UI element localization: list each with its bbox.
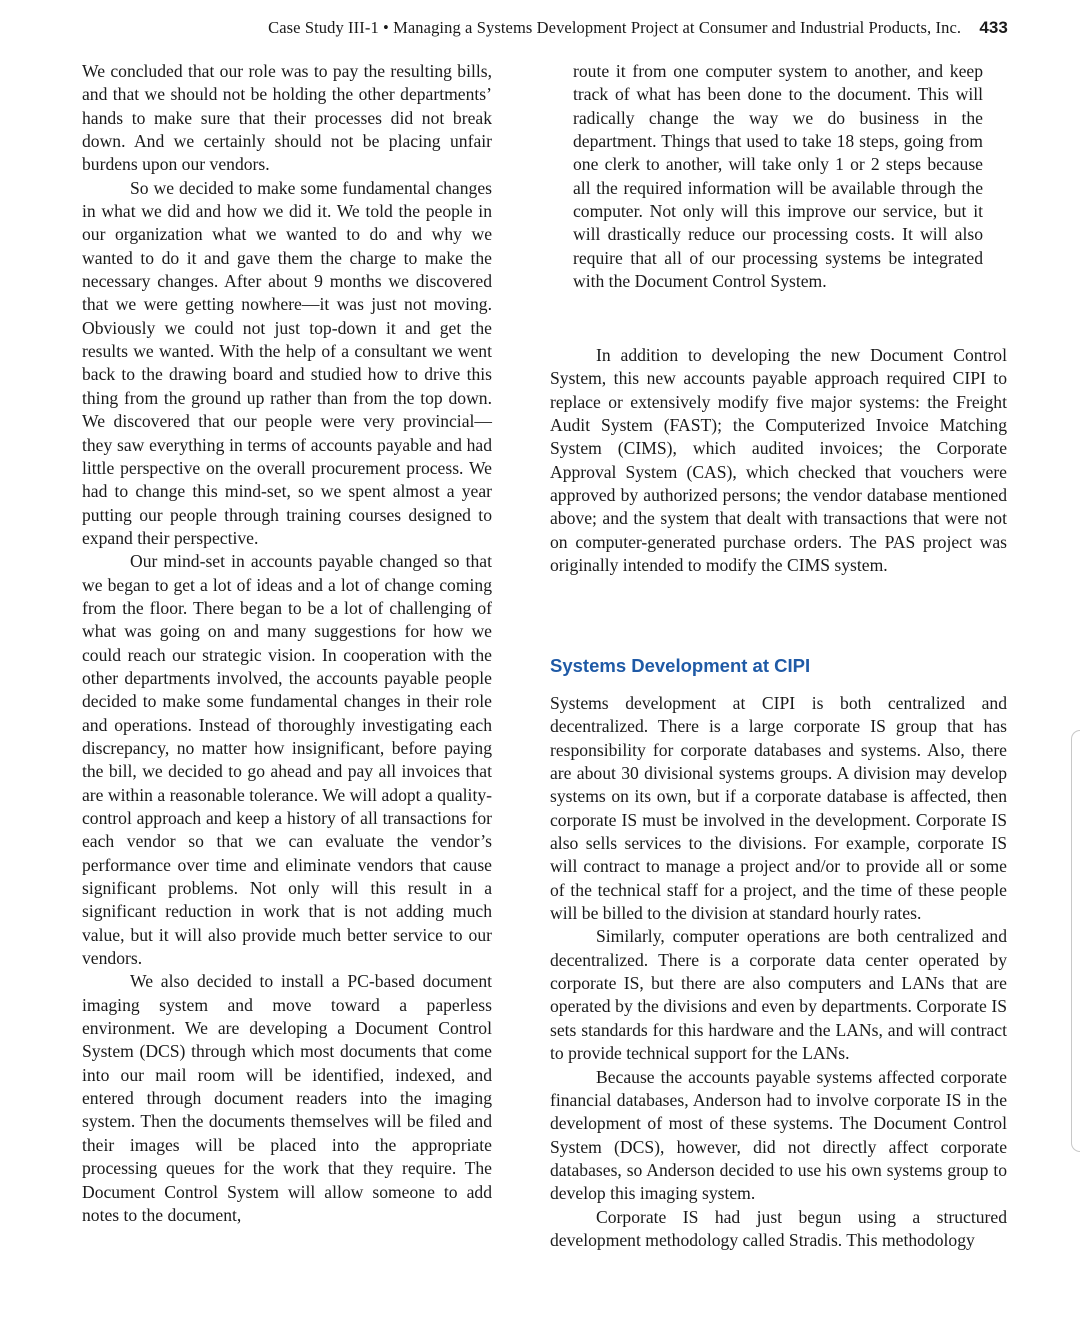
- paragraph: In addition to developing the new Document Control System, this new accounts payable approach required CIPI to replace or extensively modify five major systems: the Freight Audit System (FAST); the Computerized Invoice Matching System (CIMS), which audited invoices; the Corporate Approval System (CAS), which checked that vouchers were approved by authorized persons; the vendor database mentioned above; and the system that dealt with transactions that were not on computer-generated purchase orders. The PAS project was originally intended to modify the CIMS system.: [550, 345, 1007, 576]
- paragraph: Similarly, computer operations are both centralized and decentralized. There is a corporate data center operated by corporate IS, but there are also computers and LANs that are operated by the divisions and even by departments. Corporate IS sets standards for this hardware and the LANs, and will contract to provide technical support for the LANs.: [550, 926, 1007, 1064]
- block-quote-continued: [573, 60, 983, 293]
- paragraph: We also decided to install a PC-based document imaging system and move toward a paperless environment. We are developing a Document Control System (DCS) through which most documents that come into our mail room will be identified, indexed, and entered through document readers into the imaging system. Then the documents themselves will be filed and their images will be placed into the appropriate processing queues for the work that they require. The Document Control System will allow someone to add notes to the document,: [82, 971, 492, 1225]
- paragraph: route it from one computer system to another, and keep track of what has been done to the document. This will radically change the way we do business in the department. Things that used to take 18 steps, going from one clerk to another, will take only 1 or 2 steps because all the required information will be available through the computer. Not only will this improve our service, but it will drastically reduce our processing costs. It will also require that all of our processing systems be integrated with the Document Control System.: [573, 61, 983, 292]
- paragraph: Corporate IS had just begun using a structured development methodology called Stradis. This methodology: [550, 1206, 1007, 1250]
- right-column-body: [550, 344, 1007, 577]
- section-heading: Systems Development at CIPI: [550, 655, 811, 676]
- page-edge-handle: [1071, 730, 1080, 1152]
- paragraph: So we decided to make some fundamental changes in what we did and how we did it. We told the people in our organization what we wanted to do and why we wanted to do it and gave them the charge to make the necessary changes. After about 9 months we discovered that we were getting nowhere—it was just not moving. Obviously we could not just top-down it and get the results we wanted. With the help of a consultant we went back to the drawing board and studied how to drive this thing from the ground up rather than from the top down. We discovered that our people were very provincial—they saw everything in terms of accounts payable and had little perspective on the overall procurement process. We had to change this mind-set, so we spent almost a year putting our people through training courses designed to expand their perspective.: [82, 177, 492, 548]
- paragraph: Because the accounts payable systems affected corporate financial databases, Anderson had to involve corporate IS in the development of most of these systems. The Document Control System (DCS), however, did not directly affect corporate databases, so Anderson decided to use his own systems group to develop this imaging system.: [550, 1066, 1007, 1204]
- running-header: [0, 18, 1008, 38]
- left-column: [82, 60, 492, 1227]
- section-body: [550, 692, 1007, 1252]
- paragraph: Our mind-set in accounts payable changed so that we began to get a lot of ideas and a lot of change coming from the floor. There began to be a lot of challenging of what was going on and many suggestions for how we could reach our strategic vision. In cooperation with the other departments involved, the accounts payable people decided to make some fundamental changes in their role and operations. Instead of thoroughly investigating each discrepancy, no matter how insignificant, before paying the bill, we decided to go ahead and pay all invoices that are within a reasonable tolerance. We will adopt a quality-control approach and keep a history of all transactions for each vendor so that we can evaluate the vendor’s performance over time and eliminate vendors that cause significant problems. Not only will this result in a significant reduction in work that is not adding much value, but it will also provide much better service to our vendors.: [82, 551, 492, 969]
- paragraph: Systems development at CIPI is both centralized and decentralized. There is a large corporate IS group that has responsibility for corporate databases and systems. Also, there are about 30 divisional systems groups. A division may develop systems on its own, but if a corporate database is affected, then corporate IS must be involved in the development. Corporate IS also sells services to the divisions. For example, corporate IS will contract to manage a project and/or to provide all or some of the technical staff for a project, and the time of these people will be billed to the division at standard hourly rates.: [550, 693, 1007, 924]
- running-title: Case Study III-1 • Managing a Systems Development Project at Consumer and Industrial Products, Inc.: [268, 18, 962, 37]
- paragraph: We concluded that our role was to pay the resulting bills, and that we should not be holding the other departments’ hands to make sure that their processes did not break down. And we certainly should not be placing unfair burdens upon our vendors.: [82, 61, 492, 175]
- page-number: 433: [979, 18, 1008, 37]
